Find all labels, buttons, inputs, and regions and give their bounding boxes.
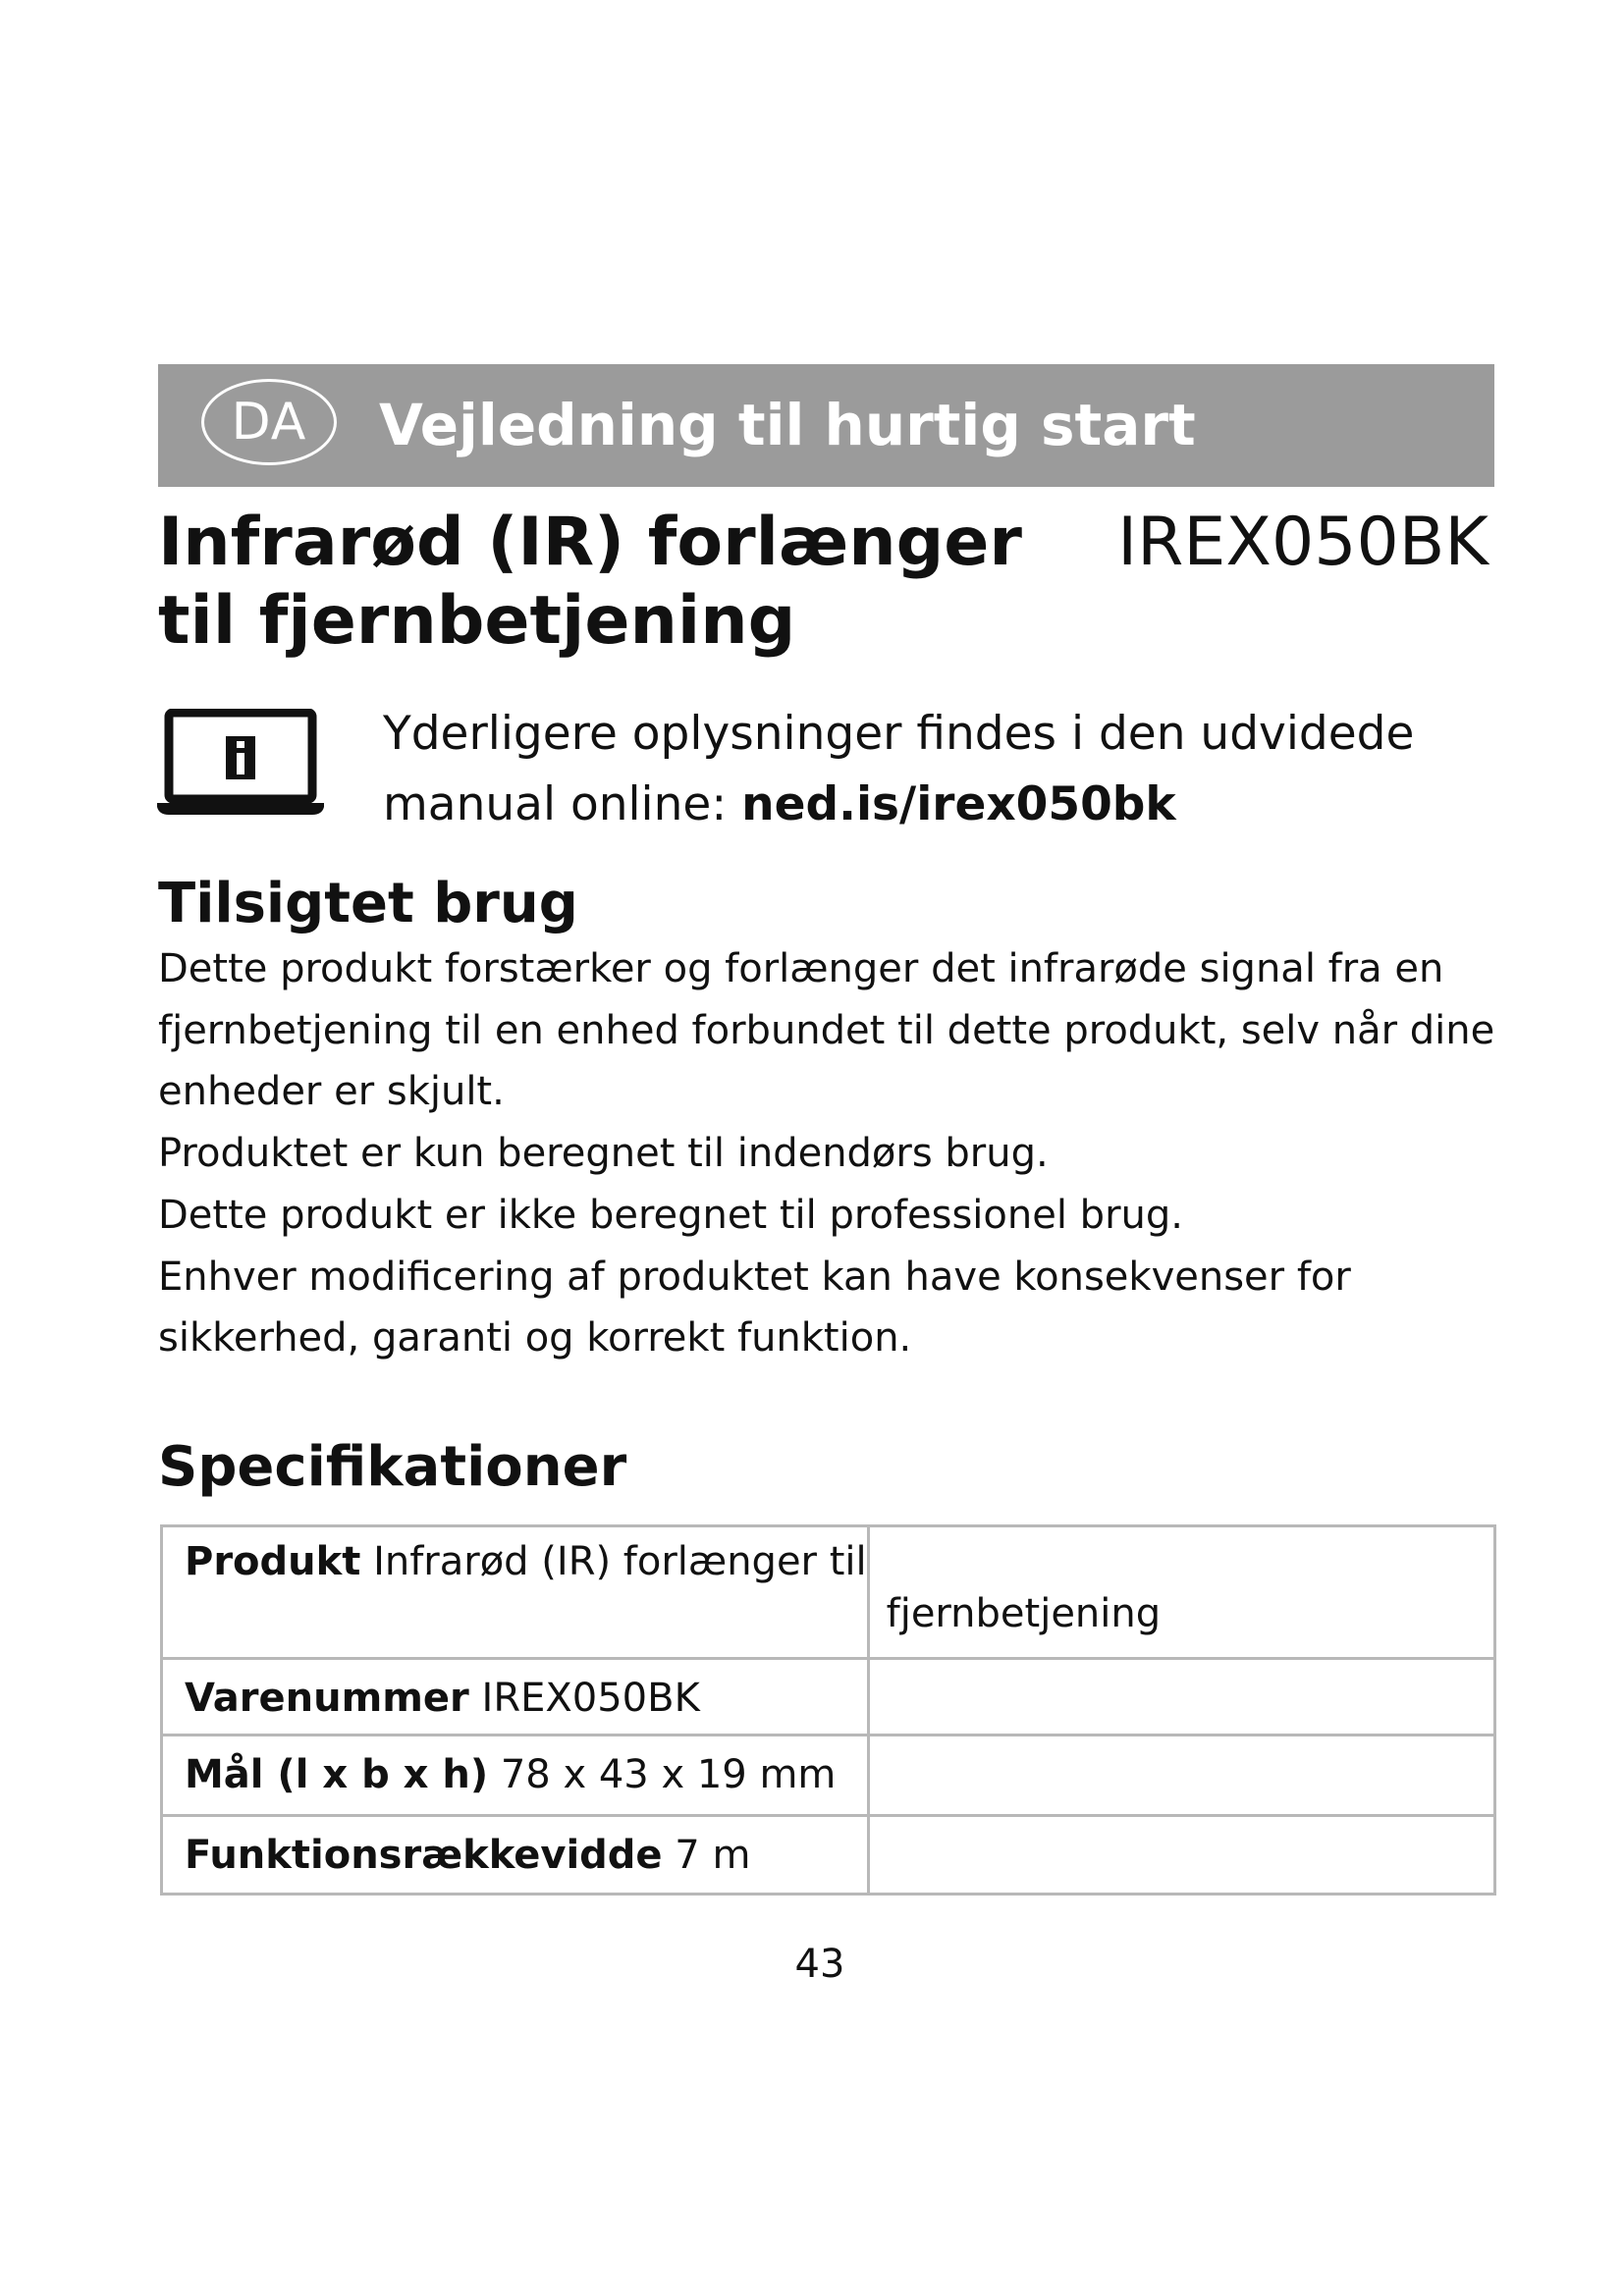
spec-cell	[162, 1735, 869, 1816]
table-row	[162, 1526, 1495, 1659]
page-number: 43	[794, 1942, 845, 1987]
table-row	[162, 1816, 1495, 1895]
spec-cell	[162, 1816, 869, 1895]
table-row	[162, 1659, 1495, 1735]
spec-cell	[868, 1526, 1494, 1659]
intended-use-paragraph: Dette produkt forstærker og forlænger det infrarøde signal fra en fjernbetjening til en enhed forbundet til dette produkt, selv når dine enheder er skjult.	[158, 946, 1495, 1115]
spec-value-continued: fjernbetjening	[886, 1591, 1162, 1636]
spec-cell	[868, 1659, 1494, 1735]
intended-use-heading: Tilsigtet brug	[158, 872, 578, 935]
specifications-table	[160, 1524, 1496, 1896]
spec-label: Funktionsrækkevidde	[185, 1833, 663, 1878]
specifications-heading: Specifikationer	[158, 1435, 627, 1499]
intended-use-paragraph: Dette produkt er ikke beregnet til professionel brug.	[158, 1192, 1183, 1238]
spec-cell	[162, 1659, 869, 1735]
spec-label: Varenummer	[185, 1676, 469, 1721]
spec-value: Infrarød (IR) forlænger til	[373, 1539, 867, 1584]
banner-title: Vejledning til hurtig start	[379, 392, 1196, 458]
laptop-info-icon	[157, 709, 324, 817]
spec-value: 78 x 43 x 19 mm	[500, 1752, 837, 1797]
spec-label: Mål (l x b x h)	[185, 1752, 489, 1797]
online-manual-note	[383, 699, 1512, 840]
manual-link[interactable]: ned.is/irex050bk	[741, 777, 1176, 831]
spec-cell	[868, 1735, 1494, 1816]
online-manual-text: Yderligere oplysninger findes i den udvidede manual online:	[383, 707, 1415, 831]
intended-use-paragraph: Produktet er kun beregnet til indendørs brug.	[158, 1131, 1049, 1177]
spec-value: IREX050BK	[481, 1676, 700, 1721]
intended-use-body	[158, 938, 1533, 1369]
spec-cell	[162, 1526, 869, 1659]
spec-label: Produkt	[185, 1539, 361, 1584]
table-row	[162, 1735, 1495, 1816]
language-badge: DA	[201, 379, 337, 465]
intended-use-paragraph: Enhver modificering af produktet kan have konsekvenser for sikkerhed, garanti og korrekt funktion.	[158, 1254, 1351, 1362]
spec-value: 7 m	[675, 1833, 751, 1878]
header-banner	[158, 364, 1494, 487]
product-title: Infrarød (IR) forlænger til fjernbetjening	[158, 504, 1022, 660]
spec-cell	[868, 1816, 1494, 1895]
model-number: IREX050BK	[1117, 504, 1489, 581]
